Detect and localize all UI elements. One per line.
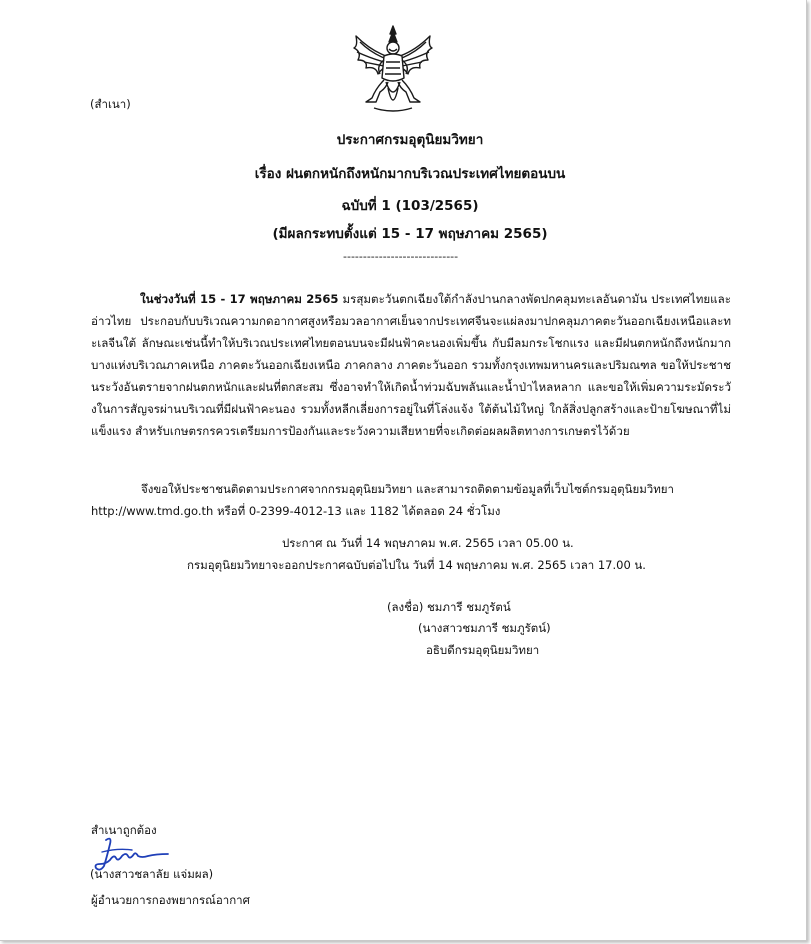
follow-notice: จึงขอให้ประชาชนติดตามประกาศจากกรมอุตุนิยมวิทยา และสามารถติดตามข้อมูลที่เว็บไซต์กรมอุตุนิยมวิทยา <box>141 482 675 496</box>
follow-contact-line <box>91 503 500 521</box>
copy-label: (สำเนา) <box>90 97 131 111</box>
document-subject: เรื่อง ฝนตกหนักถึงหนักมากบริเวณประเทศไทยตอนบน <box>254 166 566 182</box>
body-paragraph: มรสุมตะวันตกเฉียงใต้กำลังปานกลางพัดปกคลุมทะเลอันดามัน ประเทศไทยและอ่าวไทย ประกอบกับบริเวณความกดอากาศสูงหรือมวลอากาศเย็นจากประเทศจีนจะแผ่ลงมาปกคลุมภาคตะวันออกเฉียงเหนือและทะเลจีนใต้ ลักษณะเช่นนี้ทำให้บริเวณประเทศไทยตอนบนจะมีฝนฟ้าคะนองเพิ่มขึ้น กับมีลมกระโชกแรง และมีฝนตกหนักถึงหนักมากบางแห่งบริเวณภาคเหนือ ภาคตะวันออกเฉียงเหนือ ภาคกลาง ภาคตะวันออก รวมทั้งกรุงเทพมหานครและปริมณฑล ขอให้ประชาชนระวังอันตรายจากฝนตกหนักและฝนที่ตกสะสม ซึ่งอาจทำให้เกิดน้ำท่วมฉับพลันและน้ำป่าไหลหลาก และขอให้เพิ่มความระมัดระวังในการสัญจรผ่านบริเวณที่มีฝนฟ้าคะนอง รวมทั้งหลีกเลี่ยงการอยู่ในที่โล่งแจ้ง ใต้ต้นไม้ใหญ่ ใกล้สิ่งปลูกสร้างและป้ายโฆษณาที่ไม่แข็งแรง สำหรับเกษตรกรควรเตรียมการป้องกันและระวังความเสียหายที่จะเกิดต่อผลผลิตทางการเกษตรไว้ด้วย <box>91 292 731 438</box>
certified-copy-label: สำเนาถูกต้อง <box>91 823 157 837</box>
hotline-text: หรือที่ 0-2399-4012-13 และ 1182 ได้ตลอด 24 ชั่วโมง <box>216 504 501 518</box>
effective-period: (มีผลกระทบตั้งแต่ 15 - 17 พฤษภาคม 2565) <box>272 226 548 242</box>
certifier-position: ผู้อำนวยการกองพยากรณ์อากาศ <box>91 893 250 907</box>
signatory-name: (นางสาวชมภารี ชมภูรัตน์) <box>418 621 551 635</box>
signatory-position: อธิบดีกรมอุตุนิยมวิทยา <box>426 643 540 657</box>
announcement-body <box>91 288 731 442</box>
garuda-emblem <box>346 22 440 116</box>
next-issue-datetime: กรมอุตุนิยมวิทยาจะออกประกาศฉบับต่อไปใน วันที่ 14 พฤษภาคม พ.ศ. 2565 เวลา 17.00 น. <box>187 558 646 572</box>
heading-divider: ----------------------------- <box>343 250 459 263</box>
issued-datetime: ประกาศ ณ วันที่ 14 พฤษภาคม พ.ศ. 2565 เวลา 05.00 น. <box>282 536 574 550</box>
document-title: ประกาศกรมอุตุนิยมวิทยา <box>336 132 484 148</box>
signed-by: (ลงชื่อ) ชมภารี ชมภูรัตน์ <box>387 600 511 614</box>
certifier-name: (นางสาวชลาลัย แจ่มผล) <box>90 867 214 881</box>
issue-number: ฉบับที่ 1 (103/2565) <box>341 198 479 214</box>
website-link[interactable]: http://www.tmd.go.th <box>91 504 214 518</box>
body-lead-date: ในช่วงวันที่ 15 - 17 พฤษภาคม 2565 <box>140 292 339 306</box>
